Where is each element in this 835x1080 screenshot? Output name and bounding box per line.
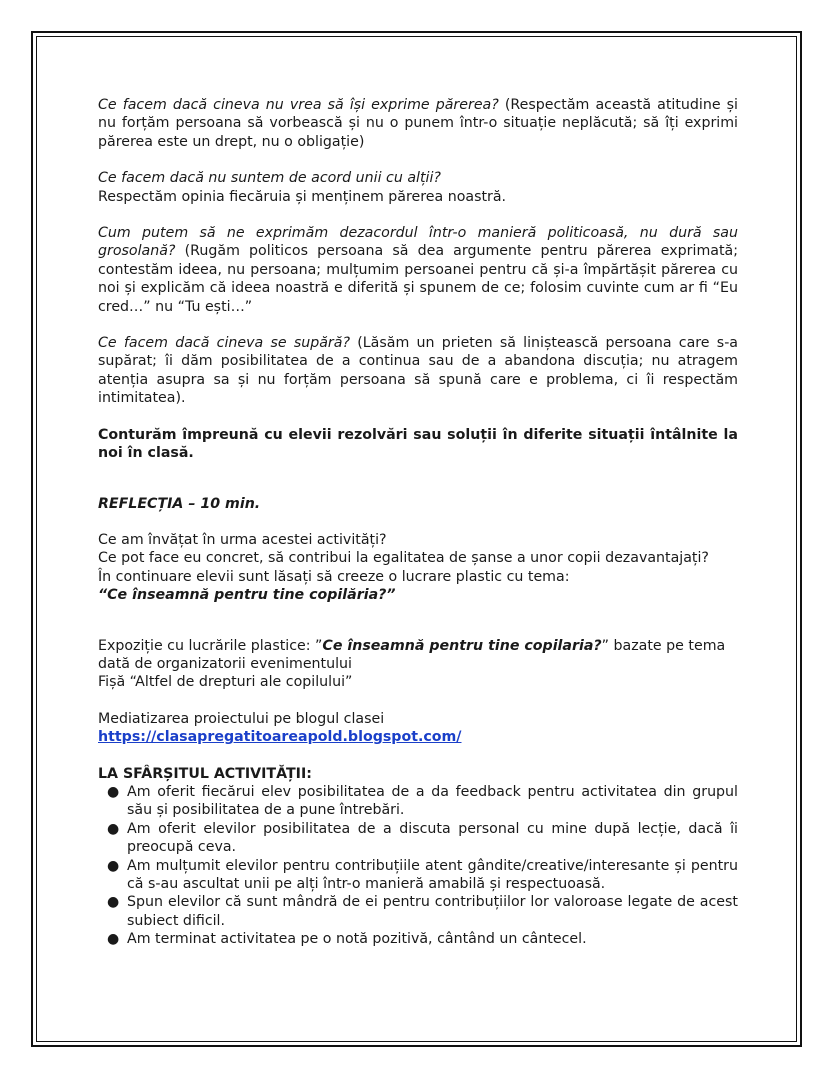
- reflection-theme: “Ce înseamnă pentru tine copilăria?”: [98, 587, 396, 604]
- reflection-heading: REFLECȚIA – 10 min.: [98, 495, 261, 512]
- summary-paragraph: Conturăm împreună cu elevii rezolvări sau soluții în diferite situații întâlnite la noi în clasă.: [98, 426, 738, 462]
- answer-text: (Lăsăm un prieten să liniștească persoana care s-a supărat; îi dăm posibilitatea de a continua sau de a abandona discuția; nu atragem atenția asupra sa și nu forțăm persoana să spună care e problema, ci îi respectăm intimitatea).: [98, 335, 739, 407]
- question-text: Ce facem dacă cineva se supără?: [98, 335, 350, 352]
- bullet-icon: ●: [107, 931, 120, 948]
- list-item: ● Am oferit fiecărui elev posibilitatea de a da feedback pentru activitatea din grupul său și posibilitatea de a pune întrebări.: [107, 783, 738, 819]
- exhibition-sheet: Fișă “Altfel de drepturi ale copilului”: [98, 674, 353, 691]
- bullet-icon: ●: [107, 820, 120, 837]
- paragraph-q2-answer: Respectăm opinia fiecăruia și menținem părerea noastră.: [98, 188, 507, 205]
- question-text: Ce facem dacă cineva nu vrea să își exprime părerea?: [98, 97, 499, 113]
- list-item: ● Spun elevilor că sunt mândră de ei pentru contribuțiilor lor valoroase legate de acest subiect dificil.: [107, 894, 738, 929]
- end-heading: LA SFÂRȘITUL ACTIVITĂȚII:: [98, 765, 312, 782]
- answer-text: (Rugăm politicos persoana să dea argumente pentru părerea exprimată; contestăm ideea, nu persoana; mulțumim persoanei pentru că și-a împărtășit părerea cu noi și explicăm că ideea noastră e diferită și spunem de ce; folosim cuvinte cum ar fi “Eu cred…” nu “Tu ești…”: [98, 243, 738, 315]
- end-list: [98, 783, 738, 949]
- paragraph-q2-question: [98, 169, 738, 187]
- exhibition-suffix: ” bazate pe tema dată de organizatorii evenimentului: [98, 637, 726, 672]
- answer-text: (Respectăm această atitudine și nu forțăm persoana să vorbească și nu o punem într-o situație neplăcută; să îți exprimi părerea este un drept, nu o obligație): [98, 97, 738, 150]
- list-item: ● Am oferit elevilor posibilitatea de a discuta personal cu mine după lecție, dacă îi preocupă ceva.: [107, 820, 738, 856]
- document-body: [98, 96, 738, 949]
- bullet-icon: ●: [107, 783, 120, 800]
- list-item: ● Am terminat activitatea pe o notă pozitivă, cântând un cântecel.: [107, 931, 587, 948]
- exhibition-prefix: Expoziție cu lucrările plastice: ”: [98, 637, 323, 654]
- question-text: Cum putem să ne exprimăm dezacordul într-o manieră politicoasă, nu dură sau grosolană?: [98, 225, 738, 260]
- paragraph-q3: [98, 224, 738, 316]
- paragraph-q4: [98, 334, 738, 408]
- list-item: ● Am mulțumit elevilor pentru contribuțiile atent gândite/creative/interesante și pentru că s-au ascultat unii pe alți într-o manieră amabilă și respectuoasă.: [107, 857, 738, 892]
- reflection-line: În continuare elevii sunt lăsați să creeze o lucrare plastic cu tema:: [98, 568, 570, 585]
- exhibition-paragraph: [98, 637, 738, 674]
- question-text: Ce facem dacă nu suntem de acord unii cu alții?: [98, 170, 441, 187]
- exhibition-title: Ce înseamnă pentru tine copilaria?: [322, 637, 602, 654]
- reflection-line: Ce am învățat în urma acestei activități?: [98, 531, 387, 548]
- reflection-line: Ce pot face eu concret, să contribui la egalitatea de șanse a unor copii dezavantajați?: [98, 550, 709, 567]
- blog-label: Mediatizarea proiectului pe blogul clasei: [98, 710, 385, 727]
- bullet-icon: ●: [107, 894, 120, 911]
- paragraph-q1: [98, 96, 738, 151]
- bullet-icon: ●: [107, 857, 120, 874]
- blog-link[interactable]: https://clasapregatitoareapold.blogspot.com/: [98, 729, 462, 746]
